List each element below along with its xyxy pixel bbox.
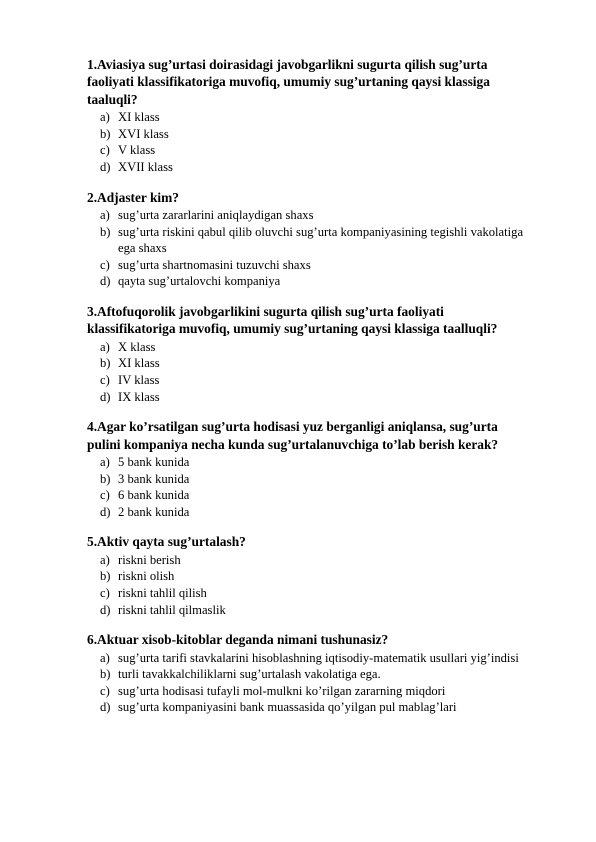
option-a — [87, 207, 527, 224]
question-5 — [87, 533, 527, 618]
option-a — [87, 339, 527, 356]
option-text: XVII klass — [118, 160, 173, 174]
option-list — [87, 109, 527, 175]
option-letter: c) — [100, 683, 110, 698]
option-letter: c) — [100, 372, 110, 387]
option-text: IV klass — [118, 372, 160, 387]
option-letter: a) — [100, 208, 110, 222]
option-text: sug’urta shartnomasini tuzuvchi shaxs — [118, 257, 311, 272]
option-list — [87, 650, 527, 716]
option-c — [87, 683, 527, 700]
option-text: X klass — [118, 339, 156, 354]
option-c — [87, 142, 527, 159]
option-text: 2 bank kunida — [118, 504, 190, 519]
option-letter: b) — [100, 569, 111, 584]
option-d — [87, 504, 527, 521]
question-3 — [87, 303, 527, 405]
option-letter: d) — [100, 602, 111, 617]
option-text: XI klass — [118, 356, 160, 371]
option-letter: b) — [100, 126, 111, 141]
option-text: V klass — [118, 143, 156, 158]
option-d — [87, 602, 527, 619]
option-letter: d) — [100, 160, 111, 174]
option-list — [87, 454, 527, 520]
option-b — [87, 224, 527, 257]
question-title: 2.Adjaster kim? — [87, 189, 179, 205]
option-b — [87, 568, 527, 585]
question-title: 3.Aftofuqorolik javobgarlikini sugurta qilish sug’urta faoliyati klassifikatoriga muvofiq, umumiy sug’urtaning qaysi klassiga taalluqli? — [87, 303, 498, 337]
option-d — [87, 699, 527, 716]
option-letter: a) — [100, 110, 110, 125]
option-letter: a) — [100, 339, 110, 354]
option-b — [87, 355, 527, 372]
option-d — [87, 159, 527, 176]
option-text: XI klass — [118, 110, 160, 125]
option-text: sug’urta zararlarini aniqlaydigan shaxs — [118, 208, 314, 222]
option-list — [87, 339, 527, 405]
option-letter: b) — [100, 356, 111, 371]
option-list — [87, 552, 527, 618]
question-title: 1.Aviasiya sug’urtasi doirasidagi javobgarlikni sugurta qilish sug’urta faoliyati klassifikatoriga muvofiq, umumiy sug’urtaning qaysi klassiga taaluqli? — [87, 57, 490, 107]
option-b — [87, 471, 527, 488]
option-text: XVI klass — [118, 126, 169, 141]
option-letter: c) — [100, 257, 110, 272]
option-letter: d) — [100, 504, 111, 519]
option-letter: d) — [100, 389, 111, 404]
option-letter: a) — [100, 552, 110, 567]
option-letter: c) — [100, 143, 110, 158]
option-d — [87, 273, 527, 290]
option-letter: a) — [100, 454, 110, 469]
option-letter: c) — [100, 585, 110, 600]
option-text: riskni berish — [118, 552, 181, 567]
option-c — [87, 585, 527, 602]
option-c — [87, 372, 527, 389]
option-a — [87, 650, 527, 667]
option-list — [87, 207, 527, 290]
option-c — [87, 487, 527, 504]
question-title: 4.Agar ko’rsatilgan sug’urta hodisasi yuz berganligi aniqlansa, sug’urta pulini kompaniya necha kunda sug’urtalanuvchiga to’lab berish kerak? — [87, 419, 499, 452]
option-letter: a) — [100, 650, 110, 665]
option-text: IX klass — [118, 389, 160, 404]
option-letter: b) — [100, 667, 111, 682]
option-letter: d) — [100, 274, 111, 289]
option-text: 3 bank kunida — [118, 471, 190, 486]
option-b — [87, 126, 527, 143]
option-a — [87, 552, 527, 569]
question-1 — [87, 56, 527, 176]
question-4 — [87, 418, 527, 520]
question-2 — [87, 189, 527, 290]
option-letter: d) — [100, 700, 111, 715]
option-text: riskni olish — [118, 569, 175, 584]
option-d — [87, 389, 527, 406]
question-title: 6.Aktuar xisob-kitoblar deganda nimani tushunasiz? — [87, 632, 389, 648]
option-letter: c) — [100, 488, 110, 503]
option-c — [87, 257, 527, 274]
option-text: 5 bank kunida — [118, 454, 190, 469]
question-6 — [87, 631, 527, 716]
option-text: sug’urta hodisasi tufayli mol-mulkni ko’rilgan zararning miqdori — [118, 683, 446, 698]
question-title: 5.Aktiv qayta sug’urtalash? — [87, 534, 246, 550]
option-text: qayta sug’urtalovchi kompaniya — [118, 274, 281, 289]
option-text: sug’urta tarifi stavkalarini hisoblashning iqtisodiy-matematik usullari yig’indisi — [118, 650, 519, 665]
option-text: sug’urta kompaniyasini bank muassasida qo’yilgan pul mablag’lari — [118, 700, 457, 715]
option-text: riskni tahlil qilish — [118, 585, 207, 600]
option-text: turli tavakkalchiliklarni sug’urtalash vakolatiga ega. — [118, 667, 381, 682]
option-text: riskni tahlil qilmaslik — [118, 602, 226, 617]
option-text: sug’urta riskini qabul qilib oluvchi sug’urta kompaniyasining tegishli vakolatiga ega shaxs — [118, 224, 524, 256]
option-text: 6 bank kunida — [118, 488, 190, 503]
option-letter: b) — [100, 224, 111, 239]
option-a — [87, 454, 527, 471]
document-page — [87, 56, 527, 729]
option-letter: b) — [100, 471, 111, 486]
option-b — [87, 666, 527, 683]
option-a — [87, 109, 527, 126]
